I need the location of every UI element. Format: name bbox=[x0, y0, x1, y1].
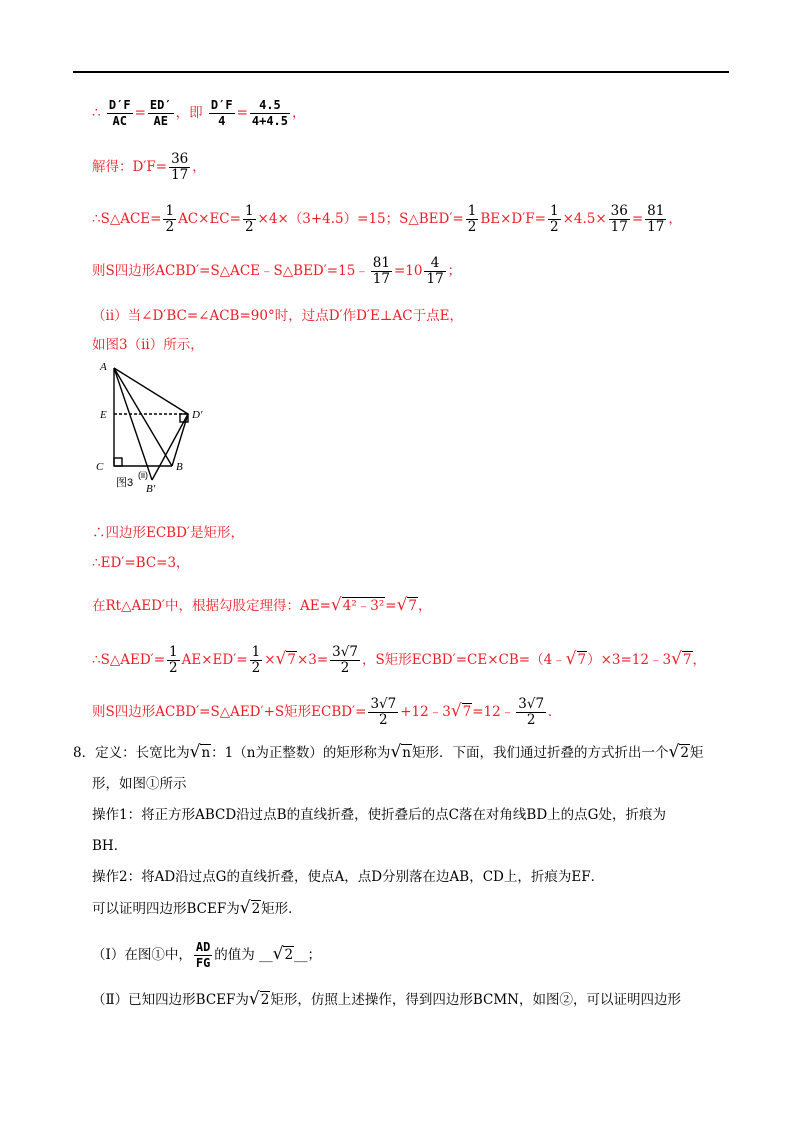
question-8-line-2: 形，如图①所示 bbox=[92, 776, 187, 792]
fraction: $\frac{4.5}{4+4.5}$ bbox=[251, 98, 288, 128]
solution-line-5: （ii）当∠D′BC=∠ACB=90°时，过点D′作D′E⊥AC于点E， bbox=[92, 308, 463, 324]
operation-1-line-2: BH． bbox=[92, 838, 128, 854]
solution-line-7: ∴四边形ECBD′是矩形， bbox=[92, 525, 244, 541]
figure-sublabel: (ii) bbox=[138, 470, 148, 480]
solution-line-10: ∴S△AED′= $\frac{1}{2}$ AE×ED′= $\frac{1}{2}$ ×√7×3= $\frac{3√7}{2}$ ，S矩形ECBD′=CE×CB=（4﹣√7）×3=12﹣3√7， bbox=[92, 644, 707, 676]
prove-line: 可以证明四边形BCEF为√2矩形． bbox=[92, 898, 302, 918]
operation-2: 操作2：将AD沿过点G的直线折叠，使点A，点D分别落在边AB，CD上，折痕为EF． bbox=[92, 869, 605, 885]
point-c-label: C bbox=[96, 461, 104, 473]
sqrt: √7 bbox=[396, 595, 417, 615]
point-b-label: B bbox=[176, 461, 183, 473]
sqrt: √4²﹣3² bbox=[330, 595, 385, 615]
figure-caption: 图3 bbox=[116, 477, 134, 489]
point-d-label: D′ bbox=[192, 409, 203, 421]
therefore-symbol: ∴ bbox=[92, 105, 101, 121]
point-a-label: A bbox=[100, 361, 107, 373]
fraction: $\frac{36}{17}$ bbox=[171, 151, 189, 183]
point-e-label: E bbox=[100, 409, 107, 421]
sub-question-1: （Ⅰ）在图①中， $\frac{AD}{FG}$ 的值为 __√2__； bbox=[92, 940, 322, 970]
solution-line-11: 则S四边形ACBD′=S△AED′+S矩形ECBD′= $\frac{3√7}{2}$ +12﹣3√7=12﹣ $\frac{3√7}{2}$ ． bbox=[92, 696, 562, 728]
solution-line-1: ∴ $\frac{D'F}{AC}$ = $\frac{ED'}{AE}$ ，即 $\frac{D'F}{4}$ = $\frac{4.5}{4+4.5}$ ， bbox=[92, 98, 306, 128]
fraction: $\frac{D'F}{4}$ bbox=[210, 98, 233, 128]
fraction: $\frac{ED'}{AE}$ bbox=[149, 98, 172, 128]
header-rule bbox=[73, 71, 729, 73]
operation-1-line-1: 操作1：将正方形ABCD沿过点B的直线折叠，使折叠后的点C落在对角线BD上的点G处，折痕为 bbox=[92, 807, 666, 823]
solution-line-4: 则S四边形ACBD′=S△ACE﹣S△BED′=15﹣ $\frac{81}{17}$ =10 $\frac{4}{17}$ ； bbox=[92, 255, 462, 287]
solution-line-2: 解得：D′F= $\frac{36}{17}$ ， bbox=[92, 151, 206, 183]
sub-question-2: （Ⅱ）已知四边形BCEF为√2矩形，仿照上述操作，得到四边形BCMN，如图②，可以证明四边形 bbox=[92, 989, 681, 1009]
solution-line-3: ∴S△ACE= $\frac{1}{2}$ AC×EC= $\frac{1}{2}$ ×4×（3+4.5）=15；S△BED′= $\frac{1}{2}$ BE×D′F= $\frac{1}{2}$ ×4.5× $\frac{36}{17}$ = $\frac{81}{17}$ ， bbox=[92, 203, 682, 235]
question-8-line-1: 8．定义：长宽比为√n：1（n为正整数）的矩形称为√n矩形．下面，我们通过折叠的方式折出一个√2矩 bbox=[73, 742, 704, 762]
solution-line-8: ∴ED′=BC=3， bbox=[92, 555, 190, 571]
fraction: $\frac{D'F}{AC}$ bbox=[108, 98, 131, 128]
solution-line-9: 在Rt△AED′中，根据勾股定理得：AE=√4²﹣3²=√7， bbox=[92, 595, 432, 615]
point-bprime-label: B′ bbox=[146, 483, 156, 495]
figure-3-ii bbox=[92, 360, 220, 496]
solution-line-6: 如图3（ii）所示， bbox=[92, 337, 204, 353]
